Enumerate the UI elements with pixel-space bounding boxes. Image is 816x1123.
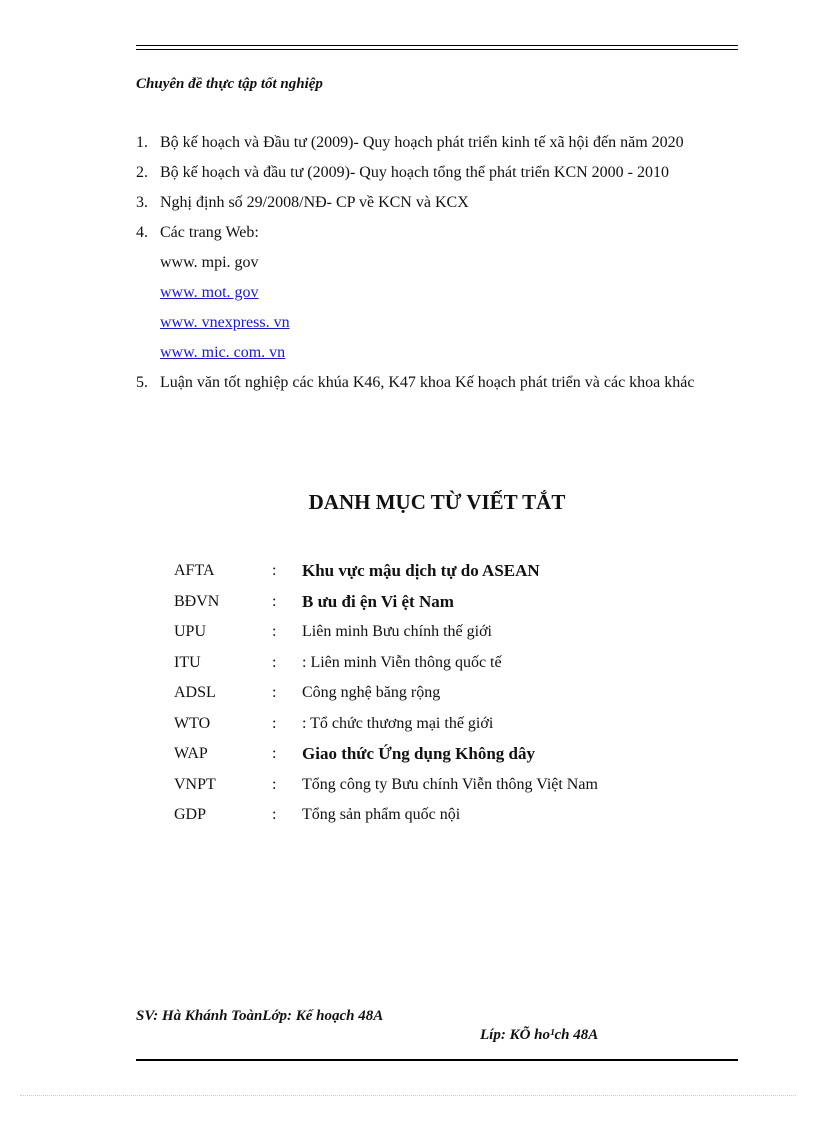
footer-student: SV: Hà Khánh ToànLớp: Kế hoạch 48A — [136, 1008, 384, 1024]
abbreviation-definition: Tổng sản phẩm quốc nội — [302, 806, 461, 824]
abbreviation-code: BĐVN — [174, 592, 220, 610]
abbreviation-code: GDP — [174, 806, 207, 824]
reference-item — [136, 188, 738, 218]
abbreviation-colon: : — [272, 714, 277, 732]
abbreviation-colon: : — [272, 806, 277, 824]
abbreviation-definition: : Tổ chức thương mại thế giới — [302, 714, 494, 732]
abbreviation-row — [174, 709, 734, 740]
abbreviation-row — [174, 770, 734, 801]
reference-number: 4. — [136, 224, 148, 241]
abbreviation-code: WAP — [174, 745, 208, 763]
reference-text: Bộ kế hoạch và đầu tư (2009)- Quy hoạch tổng thể phát triển KCN 2000 - 2010 — [160, 164, 670, 181]
website-link-vnexpress[interactable]: www. vnexpress. vn — [160, 314, 290, 331]
abbreviation-code: VNPT — [174, 775, 216, 793]
abbreviation-row — [174, 648, 734, 679]
reference-item — [136, 218, 738, 248]
footer-class: Líp: KÕ ho¹ch 48A — [480, 1027, 599, 1043]
reference-text: Bộ kế hoạch và Đầu tư (2009)- Quy hoạch phát triển kinh tế xã hội đến năm 2020 — [160, 134, 684, 151]
abbreviation-definition: Giao thức Ứng dụng Không dây — [302, 744, 535, 764]
website-link-mic[interactable]: www. mic. com. vn — [160, 344, 286, 361]
abbreviation-list — [174, 556, 734, 831]
abbreviation-row — [174, 556, 734, 587]
abbreviation-definition: : Liên minh Viễn thông quốc tế — [302, 653, 502, 671]
header-rule — [136, 45, 738, 50]
abbreviation-colon: : — [272, 562, 277, 580]
reference-item — [136, 368, 738, 398]
abbreviation-code: WTO — [174, 714, 211, 732]
abbreviation-row — [174, 587, 734, 618]
abbreviation-row — [174, 678, 734, 709]
reference-text: Các trang Web: — [160, 224, 259, 241]
reference-number: 3. — [136, 194, 148, 211]
abbreviation-colon: : — [272, 775, 277, 793]
abbreviation-colon: : — [272, 623, 277, 641]
abbreviation-colon: : — [272, 592, 277, 610]
page-header: Chuyên đề thực tập tốt nghiệp — [136, 76, 323, 92]
page-break-line — [20, 1095, 796, 1096]
footer-rule — [136, 1059, 738, 1061]
abbreviation-code: ADSL — [174, 684, 216, 702]
reference-number: 2. — [136, 164, 148, 181]
reference-text: Luận văn tốt nghiệp các khúa K46, K47 khoa Kế hoạch phát triển và các khoa khác — [160, 374, 695, 391]
abbreviation-colon: : — [272, 653, 277, 671]
abbreviation-definition: Khu vực mậu dịch tự do ASEAN — [302, 561, 540, 581]
abbreviation-code: UPU — [174, 623, 207, 641]
abbreviation-code: ITU — [174, 653, 201, 671]
abbreviation-definition: Công nghệ băng rộng — [302, 684, 441, 702]
abbreviation-definition: B ưu đi ện Vi ệt Nam — [302, 591, 454, 611]
reference-number: 1. — [136, 134, 148, 151]
abbreviation-colon: : — [272, 745, 277, 763]
abbreviation-definition: Tổng công ty Bưu chính Viễn thông Việt Nam — [302, 775, 598, 793]
website-mpi: www. mpi. gov — [160, 254, 259, 271]
reference-list — [136, 128, 738, 398]
reference-number: 5. — [136, 374, 148, 391]
reference-item — [136, 128, 738, 158]
reference-item — [136, 158, 738, 188]
abbreviation-row — [174, 739, 734, 770]
abbreviation-definition: Liên minh Bưu chính thế giới — [302, 623, 492, 641]
abbreviation-code: AFTA — [174, 562, 215, 580]
website-link-mot[interactable]: www. mot. gov — [160, 284, 259, 301]
abbreviation-colon: : — [272, 684, 277, 702]
abbreviation-title: DANH MỤC TỪ VIẾT TẮT — [308, 490, 566, 514]
abbreviation-row — [174, 800, 734, 831]
reference-text: Nghị định số 29/2008/NĐ- CP về KCN và KCX — [160, 194, 469, 211]
abbreviation-row — [174, 617, 734, 648]
